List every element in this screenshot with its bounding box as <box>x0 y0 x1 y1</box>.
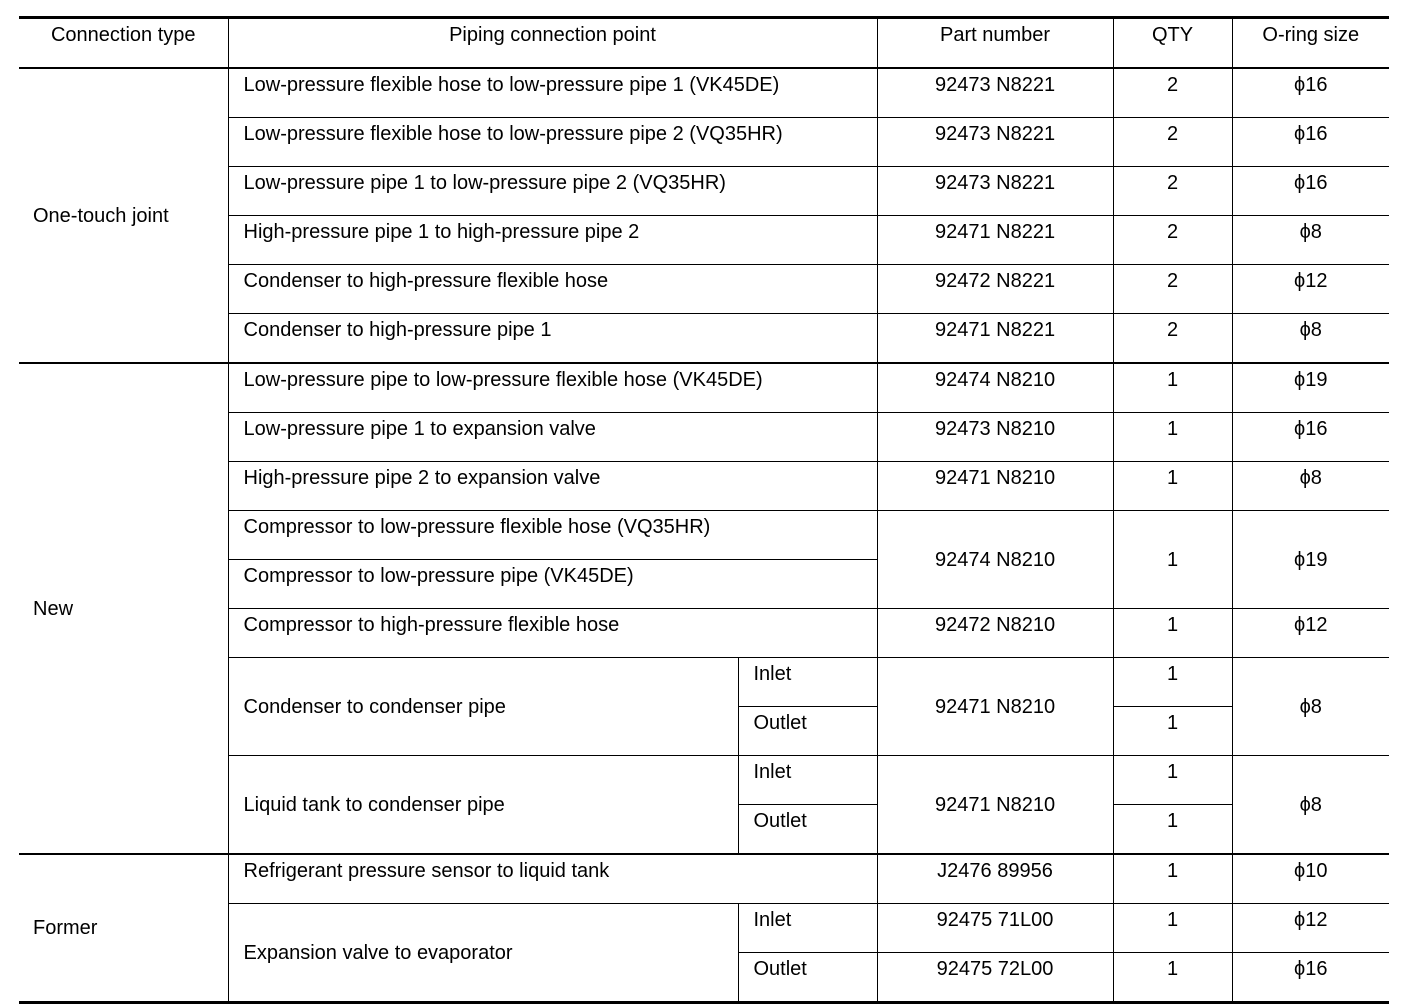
qty: 1 <box>1113 904 1232 953</box>
oring-size: ϕ12 <box>1232 609 1389 658</box>
part-number: 92471 N8210 <box>877 658 1113 756</box>
table-row <box>19 68 1389 118</box>
oring-size: ϕ19 <box>1232 511 1389 609</box>
qty: 1 <box>1113 854 1232 904</box>
qty: 2 <box>1113 118 1232 167</box>
header-part-number: Part number <box>877 18 1113 69</box>
qty: 1 <box>1113 658 1232 707</box>
piping-point: Compressor to high-pressure flexible hose <box>228 609 877 658</box>
part-number: 92471 N8210 <box>877 462 1113 511</box>
piping-point: High-pressure pipe 2 to expansion valve <box>228 462 877 511</box>
header-connection-type: Connection type <box>19 18 228 69</box>
qty: 2 <box>1113 314 1232 364</box>
header-qty: QTY <box>1113 18 1232 69</box>
inlet-label: Inlet <box>738 904 877 953</box>
part-number: 92472 N8210 <box>877 609 1113 658</box>
oring-size: ϕ16 <box>1232 953 1389 1003</box>
inlet-label: Inlet <box>738 658 877 707</box>
qty: 1 <box>1113 363 1232 413</box>
oring-size: ϕ16 <box>1232 68 1389 118</box>
oring-size: ϕ8 <box>1232 658 1389 756</box>
piping-point: Low-pressure pipe 1 to expansion valve <box>228 413 877 462</box>
table-row <box>19 363 1389 413</box>
piping-point: Compressor to low-pressure flexible hose (VQ35HR) <box>228 511 877 560</box>
part-number: 92471 N8221 <box>877 216 1113 265</box>
part-number: 92473 N8221 <box>877 118 1113 167</box>
oring-size: ϕ16 <box>1232 118 1389 167</box>
part-number: 92472 N8221 <box>877 265 1113 314</box>
header-oring: O-ring size <box>1232 18 1389 69</box>
group-one-touch: One-touch joint <box>19 68 228 363</box>
outlet-label: Outlet <box>738 805 877 855</box>
header-row <box>19 18 1389 69</box>
oring-size: ϕ8 <box>1232 216 1389 265</box>
piping-point: Refrigerant pressure sensor to liquid tank <box>228 854 877 904</box>
header-piping-point: Piping connection point <box>228 18 877 69</box>
qty: 1 <box>1113 953 1232 1003</box>
piping-point: Low-pressure flexible hose to low-pressure pipe 2 (VQ35HR) <box>228 118 877 167</box>
part-number: 92473 N8210 <box>877 413 1113 462</box>
piping-point: Low-pressure pipe 1 to low-pressure pipe 2 (VQ35HR) <box>228 167 877 216</box>
oring-size: ϕ12 <box>1232 904 1389 953</box>
qty: 1 <box>1113 413 1232 462</box>
piping-point: High-pressure pipe 1 to high-pressure pipe 2 <box>228 216 877 265</box>
oring-size: ϕ8 <box>1232 756 1389 855</box>
piping-point: Low-pressure pipe to low-pressure flexible hose (VK45DE) <box>228 363 877 413</box>
connection-table <box>19 16 1389 1004</box>
oring-size: ϕ12 <box>1232 265 1389 314</box>
part-number: 92474 N8210 <box>877 511 1113 609</box>
qty: 1 <box>1113 511 1232 609</box>
qty: 1 <box>1113 756 1232 805</box>
table-row <box>19 854 1389 904</box>
part-number: 92475 72L00 <box>877 953 1113 1003</box>
qty: 1 <box>1113 707 1232 756</box>
group-former: Former <box>19 854 228 1003</box>
qty: 2 <box>1113 265 1232 314</box>
part-number: 92474 N8210 <box>877 363 1113 413</box>
part-number: 92473 N8221 <box>877 167 1113 216</box>
piping-point: Condenser to high-pressure flexible hose <box>228 265 877 314</box>
piping-point: Expansion valve to evaporator <box>228 904 738 1003</box>
piping-point: Low-pressure flexible hose to low-pressure pipe 1 (VK45DE) <box>228 68 877 118</box>
qty: 1 <box>1113 805 1232 855</box>
piping-point: Condenser to high-pressure pipe 1 <box>228 314 877 364</box>
part-number: 92475 71L00 <box>877 904 1113 953</box>
part-number: J2476 89956 <box>877 854 1113 904</box>
qty: 2 <box>1113 216 1232 265</box>
outlet-label: Outlet <box>738 953 877 1003</box>
oring-size: ϕ8 <box>1232 462 1389 511</box>
qty: 1 <box>1113 462 1232 511</box>
piping-point: Condenser to condenser pipe <box>228 658 738 756</box>
part-number: 92473 N8221 <box>877 68 1113 118</box>
qty: 1 <box>1113 609 1232 658</box>
piping-point: Compressor to low-pressure pipe (VK45DE) <box>228 560 877 609</box>
group-new: New <box>19 363 228 854</box>
part-number: 92471 N8221 <box>877 314 1113 364</box>
oring-size: ϕ16 <box>1232 167 1389 216</box>
inlet-label: Inlet <box>738 756 877 805</box>
piping-point: Liquid tank to condenser pipe <box>228 756 738 855</box>
qty: 2 <box>1113 167 1232 216</box>
part-number: 92471 N8210 <box>877 756 1113 855</box>
outlet-label: Outlet <box>738 707 877 756</box>
qty: 2 <box>1113 68 1232 118</box>
oring-size: ϕ10 <box>1232 854 1389 904</box>
oring-size: ϕ8 <box>1232 314 1389 364</box>
oring-size: ϕ19 <box>1232 363 1389 413</box>
oring-size: ϕ16 <box>1232 413 1389 462</box>
